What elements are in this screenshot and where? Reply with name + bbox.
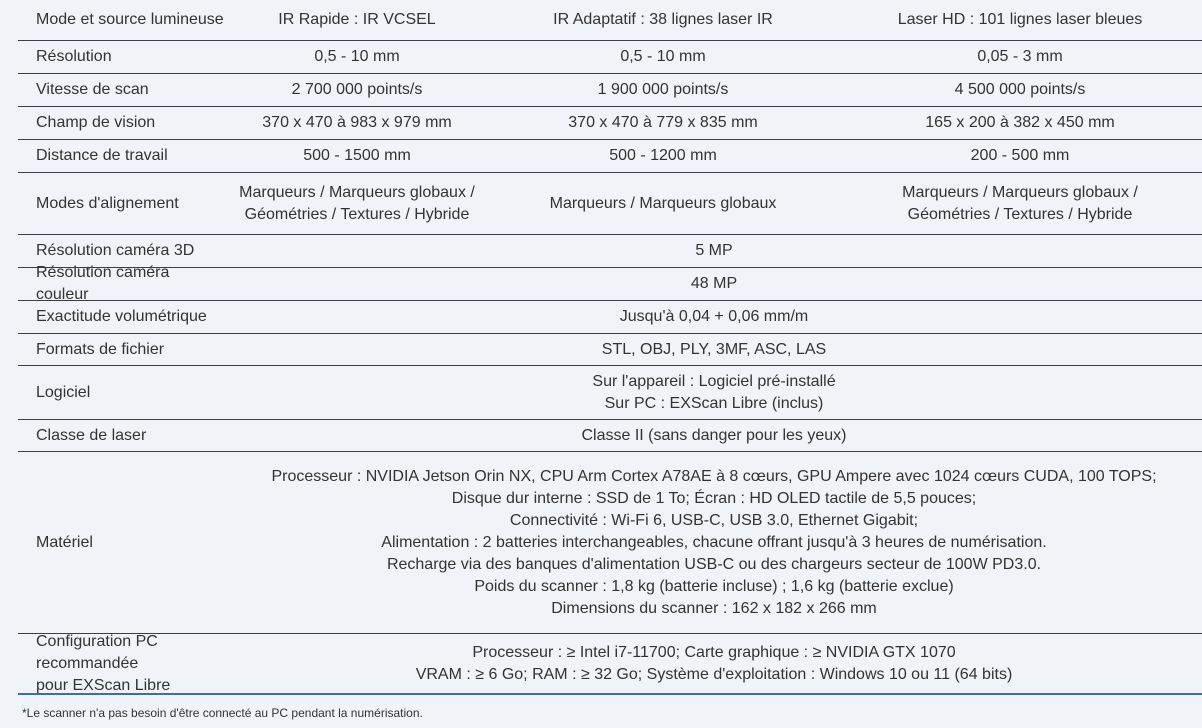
row-label: Modes d'alignement: [36, 194, 179, 212]
cell-c2: 500 - 1200 mm: [609, 147, 717, 164]
cell-c3: 165 x 200 à 382 x 450 mm: [925, 114, 1115, 131]
cell-c3: [838, 173, 1202, 234]
table-row: [18, 74, 1202, 107]
row-label: Exactitude volumétrique: [36, 308, 207, 325]
row-value: [226, 268, 1202, 300]
row-label: Résolution: [36, 48, 112, 65]
cell-line: 5 MP: [695, 242, 733, 259]
cell-line: pour EXScan Libre: [36, 676, 171, 694]
row-label: Logiciel: [36, 383, 91, 401]
cell-line: Processeur : NVIDIA Jetson Orin NX, CPU Arm Cortex A78AE à 8 cœurs, GPU Ampere avec 1024 cœurs CUDA, 100 TOPS;: [271, 467, 1157, 485]
cell-line: STL, OBJ, PLY, 3MF, ASC, LAS: [601, 340, 827, 358]
cell-c3: 4 500 000 points/s: [954, 81, 1086, 98]
table-row: [18, 366, 1202, 420]
cell-line: Géométries / Textures / Hybride: [244, 205, 470, 223]
cell-c3: Laser HD : 101 lignes laser bleues: [897, 11, 1143, 28]
row-label: Champ de vision: [36, 114, 156, 131]
row-value: [226, 420, 1202, 451]
table-row: [18, 420, 1202, 452]
cell-line: Classe II (sans danger pour les yeux): [581, 426, 847, 444]
row-label: Formats de fichier: [36, 340, 165, 358]
row-label: Résolution caméra couleur: [36, 264, 170, 303]
row-label: Classe de laser: [36, 426, 147, 444]
cell-c1: IR Rapide : IR VCSEL: [278, 11, 436, 28]
table-row: [18, 301, 1202, 334]
table-row: [18, 41, 1202, 74]
row-value: [226, 334, 1202, 365]
cell-line: Marqueurs / Marqueurs globaux /: [902, 183, 1138, 201]
cell-line: Sur PC : EXScan Libre (inclus): [604, 394, 824, 412]
cell-c3: 200 - 500 mm: [970, 147, 1070, 164]
cell-c1: [226, 173, 488, 234]
cell-line: 48 MP: [690, 275, 738, 292]
table-row: [18, 634, 1202, 693]
cell-c2: 1 900 000 points/s: [597, 81, 729, 98]
table-row: [18, 0, 1202, 41]
cell-line: Configuration PC recommandée: [36, 632, 158, 672]
row-label: Vitesse de scan: [36, 81, 149, 98]
table-row: [18, 264, 1202, 303]
cell-line: VRAM : ≥ 6 Go; RAM : ≥ 32 Go; Système d'exploitation : Windows 10 ou 11 (64 bits): [415, 665, 1013, 683]
cell-line: Disque dur interne : SSD de 1 To; Écran : HD OLED tactile de 5,5 pouces;: [451, 489, 977, 507]
cell-line: Dimensions du scanner : 162 x 182 x 266 mm: [551, 599, 877, 617]
row-value: [226, 366, 1202, 419]
cell-c1: 0,5 - 10 mm: [314, 48, 400, 65]
cell-c1: 500 - 1500 mm: [303, 147, 411, 164]
row-value: [226, 301, 1202, 333]
cell-line: Jusqu'à 0,04 + 0,06 mm/m: [619, 308, 809, 325]
cell-line: Recharge via des banques d'alimentation USB-C ou des chargeurs secteur de 100W PD3.0.: [386, 555, 1042, 573]
cell-c1: 370 x 470 à 983 x 979 mm: [262, 114, 452, 131]
row-value: [226, 452, 1202, 633]
cell-c1: 2 700 000 points/s: [291, 81, 423, 98]
row-label: Mode et source lumineuse: [36, 11, 224, 28]
table-row: [18, 140, 1202, 173]
cell-c2: IR Adaptatif : 38 lignes laser IR: [553, 11, 773, 28]
table-bottom-rule: [18, 693, 1202, 695]
cell-c2: 370 x 470 à 779 x 835 mm: [568, 114, 758, 131]
table-row: [18, 334, 1202, 366]
cell-line: Poids du scanner : 1,8 kg (batterie incluse) ; 1,6 kg (batterie exclue): [474, 577, 954, 595]
cell-c3: 0,05 - 3 mm: [977, 48, 1063, 65]
row-label: Résolution caméra 3D: [36, 242, 195, 259]
table-row: [18, 452, 1202, 634]
row-label: Matériel: [36, 533, 93, 551]
row-label: Distance de travail: [36, 147, 168, 164]
cell-line: Alimentation : 2 batteries interchangeables, chacune offrant jusqu'à 3 heures de numérisation.: [381, 533, 1047, 551]
cell-line: Géométries / Textures / Hybride: [907, 205, 1133, 223]
cell-line: Sur l'appareil : Logiciel pré-installé: [592, 372, 836, 390]
cell-c2: Marqueurs / Marqueurs globaux: [549, 194, 777, 212]
cell-line: Processeur : ≥ Intel i7-11700; Carte graphique : ≥ NVIDIA GTX 1070: [472, 643, 956, 661]
cell-line: Marqueurs / Marqueurs globaux /: [239, 183, 475, 201]
cell-c2: 0,5 - 10 mm: [620, 48, 706, 65]
table-row: [18, 107, 1202, 140]
table-row: [18, 173, 1202, 235]
row-value: [226, 235, 1202, 267]
footnote: *Le scanner n'a pas besoin d'être connecté au PC pendant la numérisation.: [22, 706, 423, 720]
row-label: [18, 634, 226, 693]
cell-line: Connectivité : Wi-Fi 6, USB-C, USB 3.0, Ethernet Gigabit;: [509, 511, 919, 529]
row-value: [226, 634, 1202, 693]
